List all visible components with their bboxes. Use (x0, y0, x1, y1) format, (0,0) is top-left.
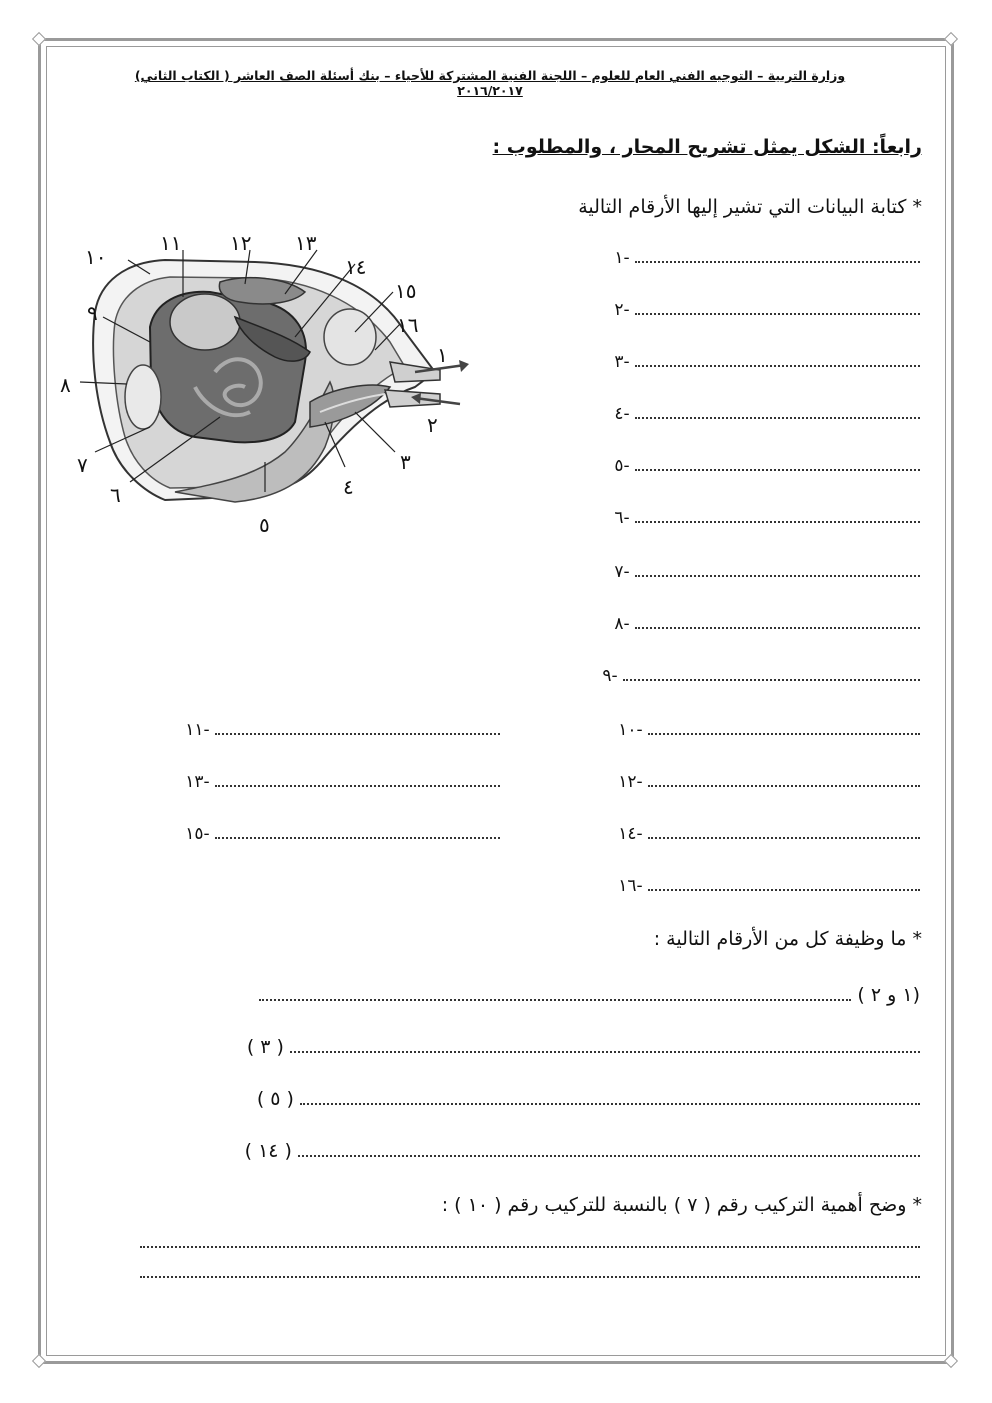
label-11: ١١- (185, 720, 215, 740)
answer-line-2[interactable] (614, 300, 920, 320)
diagram-label-7: ٧ (77, 453, 88, 477)
function-label-14: ( ١٤ ) (244, 1140, 292, 1162)
diagram-label-8: ٨ (60, 373, 71, 397)
label-4: ٤- (614, 404, 635, 424)
answer-line-3[interactable] (614, 352, 920, 372)
label-16: ١٦- (618, 876, 648, 896)
label-9: ٩- (602, 666, 623, 686)
answer-line-10[interactable] (618, 720, 920, 740)
mussel-anatomy-diagram (55, 222, 485, 542)
label-6: ٦- (614, 508, 635, 528)
diagram-label-2: ٢ (427, 413, 438, 437)
diagram-label-3: ٣ (400, 450, 411, 474)
function-label-3: ( ٣ ) (246, 1036, 284, 1058)
answer-line-15[interactable] (185, 824, 500, 844)
label-12: ١٢- (618, 772, 648, 792)
diagram-label-10: ١٠ (85, 245, 107, 269)
answer-line-5[interactable] (614, 456, 920, 476)
label-8: ٨- (614, 614, 635, 634)
label-7: ٧- (614, 562, 635, 582)
label-1: ١- (614, 248, 635, 268)
explain-answer-line-2[interactable] (140, 1276, 920, 1278)
diagram-label-15: ١٥ (395, 279, 417, 303)
answer-line-9[interactable] (602, 666, 920, 686)
answer-line-13[interactable] (185, 772, 500, 792)
label-3: ٣- (614, 352, 635, 372)
answer-line-11[interactable] (185, 720, 500, 740)
diagram-label-9: ٩ (87, 301, 98, 325)
answer-line-1[interactable] (614, 248, 920, 268)
label-15: ١٥- (185, 824, 215, 844)
function-label-5: ( ٥ ) (256, 1088, 294, 1110)
function-label-1: (١ و ٢ ) (857, 984, 920, 1006)
question-3-instruction: * وضح أهمية التركيب رقم ( ٧ ) بالنسبة للتركيب رقم ( ١٠ ) : (441, 1194, 922, 1216)
diagram-label-4: ٤ (343, 475, 354, 499)
label-10: ١٠- (618, 720, 648, 740)
diagram-label-13: ١٣ (295, 231, 317, 255)
answer-line-12[interactable] (618, 772, 920, 792)
diagram-label-1: ١ (437, 343, 448, 367)
question-1-instruction: * كتابة البيانات التي تشير إليها الأرقام التالية (578, 196, 922, 218)
diagram-label-14: ١٤ (345, 255, 367, 279)
answer-line-7[interactable] (614, 562, 920, 582)
answer-line-16[interactable] (618, 876, 920, 896)
answer-line-6[interactable] (614, 508, 920, 528)
diagram-label-5: ٥ (259, 513, 270, 537)
diagram-label-16: ١٦ (397, 313, 419, 337)
function-line-1[interactable] (259, 984, 920, 1006)
question-2-instruction: * ما وظيفة كل من الأرقام التالية : (653, 928, 922, 950)
diagram-label-11: ١١ (160, 231, 182, 255)
answer-line-14[interactable] (618, 824, 920, 844)
function-line-5[interactable] (257, 1088, 920, 1110)
diagram-label-6: ٦ (110, 483, 121, 507)
diagram-label-12: ١٢ (230, 231, 252, 255)
label-14: ١٤- (618, 824, 648, 844)
answer-line-8[interactable] (614, 614, 920, 634)
label-2: ٢- (614, 300, 635, 320)
page-header: وزارة التربية – التوجيه الفني العام للعلوم – اللجنة الفنية المشتركة للأحياء – بنك أسئلة الصف العاشر ( الكتاب الثاني) ٢٠١٦/٢٠١٧ (134, 68, 846, 98)
answer-line-4[interactable] (614, 404, 920, 424)
section-title: رابعاً: الشكل يمثل تشريح المحار ، والمطلوب : (492, 136, 922, 158)
explain-answer-line-1[interactable] (140, 1246, 920, 1248)
function-line-3[interactable] (247, 1036, 920, 1058)
label-13: ١٣- (185, 772, 215, 792)
label-5: ٥- (614, 456, 635, 476)
function-line-14[interactable] (245, 1140, 920, 1162)
